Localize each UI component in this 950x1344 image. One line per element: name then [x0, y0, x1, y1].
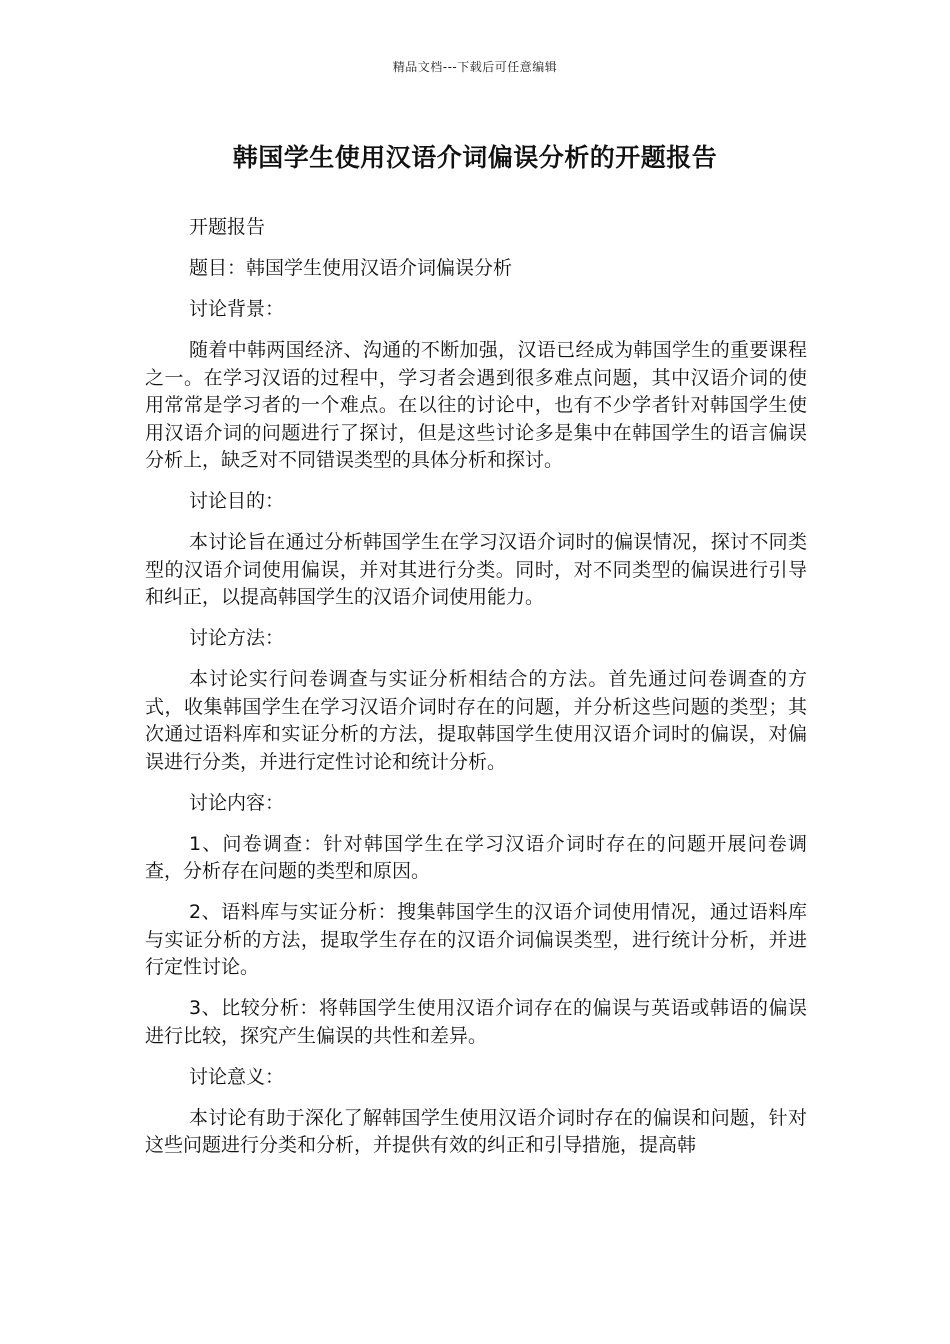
- paragraph-report-label: 开题报告: [189, 216, 266, 238]
- paragraph-content-item-3: 3、比较分析：将韩国学生使用汉语介词存在的偏误与英语或韩语的偏误进行比较，探究产生偏误的共性和差异。: [145, 997, 807, 1047]
- heading-background: 讨论背景：: [189, 298, 285, 320]
- document-title: 韩国学生使用汉语介词偏误分析的开题报告: [232, 143, 718, 172]
- heading-method: 讨论方法：: [189, 627, 285, 649]
- paragraph-purpose: 本讨论旨在通过分析韩国学生在学习汉语介词时的偏误情况，探讨不同类型的汉语介词使用偏误，并对其进行分类。同时，对不同类型的偏误进行引导和纠正，以提高韩国学生的汉语介词使用能力。: [145, 531, 807, 608]
- heading-significance: 讨论意义：: [189, 1065, 285, 1088]
- paragraph-content-item-1: 1、问卷调查：针对韩国学生在学习汉语介词时存在的问题开展问卷调查，分析存在问题的类型和原因。: [145, 832, 807, 882]
- paragraph-method: 本讨论实行问卷调查与实证分析相结合的方法。首先通过问卷调查的方式，收集韩国学生在学习汉语介词时存在的问题，并分析这些问题的类型；其次通过语料库和实证分析的方法，提取韩国学生使用汉语介词时的偏误，对偏误进行分类，并进行定性讨论和统计分析。: [145, 668, 807, 773]
- page-header-note: 精品文档---下载后可任意编辑: [392, 60, 558, 74]
- heading-purpose: 讨论目的：: [189, 490, 285, 512]
- paragraph-content-item-2: 2、语料库与实证分析：搜集韩国学生的汉语介词使用情况，通过语料库与实证分析的方法，提取学生存在的汉语介词偏误类型，进行统计分析，并进行定性讨论。: [145, 901, 807, 978]
- document-body: [145, 214, 807, 1173]
- paragraph-background: 随着中韩两国经济、沟通的不断加强，汉语已经成为韩国学生的重要课程之一。在学习汉语的过程中，学习者会遇到很多难点问题，其中汉语介词的使用常常是学习者的一个难点。在以往的讨论中，也有不少学者针对韩国学生使用汉语介词的问题进行了探讨，但是这些讨论多是集中在韩国学生的语言偏误分析上，缺乏对不同错误类型的具体分析和探讨。: [145, 339, 807, 471]
- paragraph-significance: 本讨论有助于深化了解韩国学生使用汉语介词时存在的偏误和问题，针对这些问题进行分类和分析，并提供有效的纠正和引导措施，提高韩: [145, 1106, 807, 1156]
- heading-content: 讨论内容：: [189, 791, 285, 814]
- paragraph-topic: 题目：韩国学生使用汉语介词偏误分析: [189, 257, 513, 279]
